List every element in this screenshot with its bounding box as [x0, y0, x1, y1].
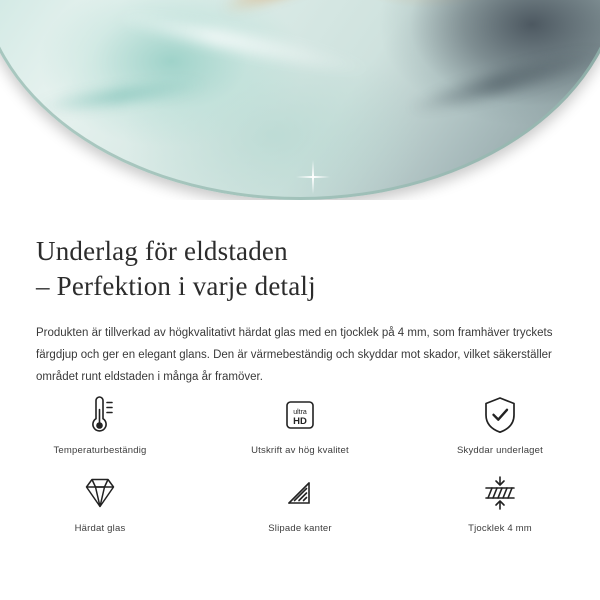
marble-vein	[108, 6, 376, 80]
marble-vein	[29, 77, 209, 116]
feature-label: Utskrift av hög kvalitet	[251, 445, 349, 456]
polished-edges-icon	[280, 470, 320, 516]
marble-vein	[404, 42, 600, 119]
feature-label: Härdat glas	[74, 523, 126, 534]
ultra-hd-icon	[280, 392, 320, 438]
feature-label: Slipade kanter	[268, 523, 332, 534]
feature-item-print-quality	[200, 392, 400, 456]
feature-item-polished-edges	[200, 470, 400, 534]
feature-label: Temperaturbeständig	[53, 445, 147, 456]
diamond-icon	[78, 470, 122, 516]
headline-line-1: Underlag för eldstaden	[36, 236, 288, 266]
svg-text:ultra: ultra	[293, 409, 307, 416]
thickness-icon	[478, 470, 522, 516]
feature-item-surface-protection	[400, 392, 600, 456]
headline-line-2: – Perfektion i varje detalj	[36, 271, 316, 301]
feature-item-tempered-glass	[0, 470, 200, 534]
description-paragraph: Produkten är tillverkad av högkvalitativt härdat glas med en tjocklek på 4 mm, som framhäver tryckets färgdjup och ger en elegant glans. Den är värmebeständig och skyddar mot skador, vilket säkerställer området runt eldstaden i många år framöver.	[36, 327, 553, 383]
feature-grid	[0, 392, 600, 534]
text-content	[0, 200, 600, 388]
shield-check-icon	[481, 392, 519, 438]
svg-text:HD: HD	[293, 416, 307, 427]
page-title	[0, 200, 600, 304]
feature-item-thickness	[400, 470, 600, 534]
feature-item-temperature-resistant	[0, 392, 200, 456]
hero-image	[0, 0, 600, 200]
feature-label: Tjocklek 4 mm	[468, 523, 532, 534]
thermometer-icon	[83, 392, 117, 438]
feature-label: Skyddar underlaget	[457, 445, 543, 456]
marble-vein	[214, 0, 435, 22]
glass-disc-product-image	[0, 0, 600, 200]
